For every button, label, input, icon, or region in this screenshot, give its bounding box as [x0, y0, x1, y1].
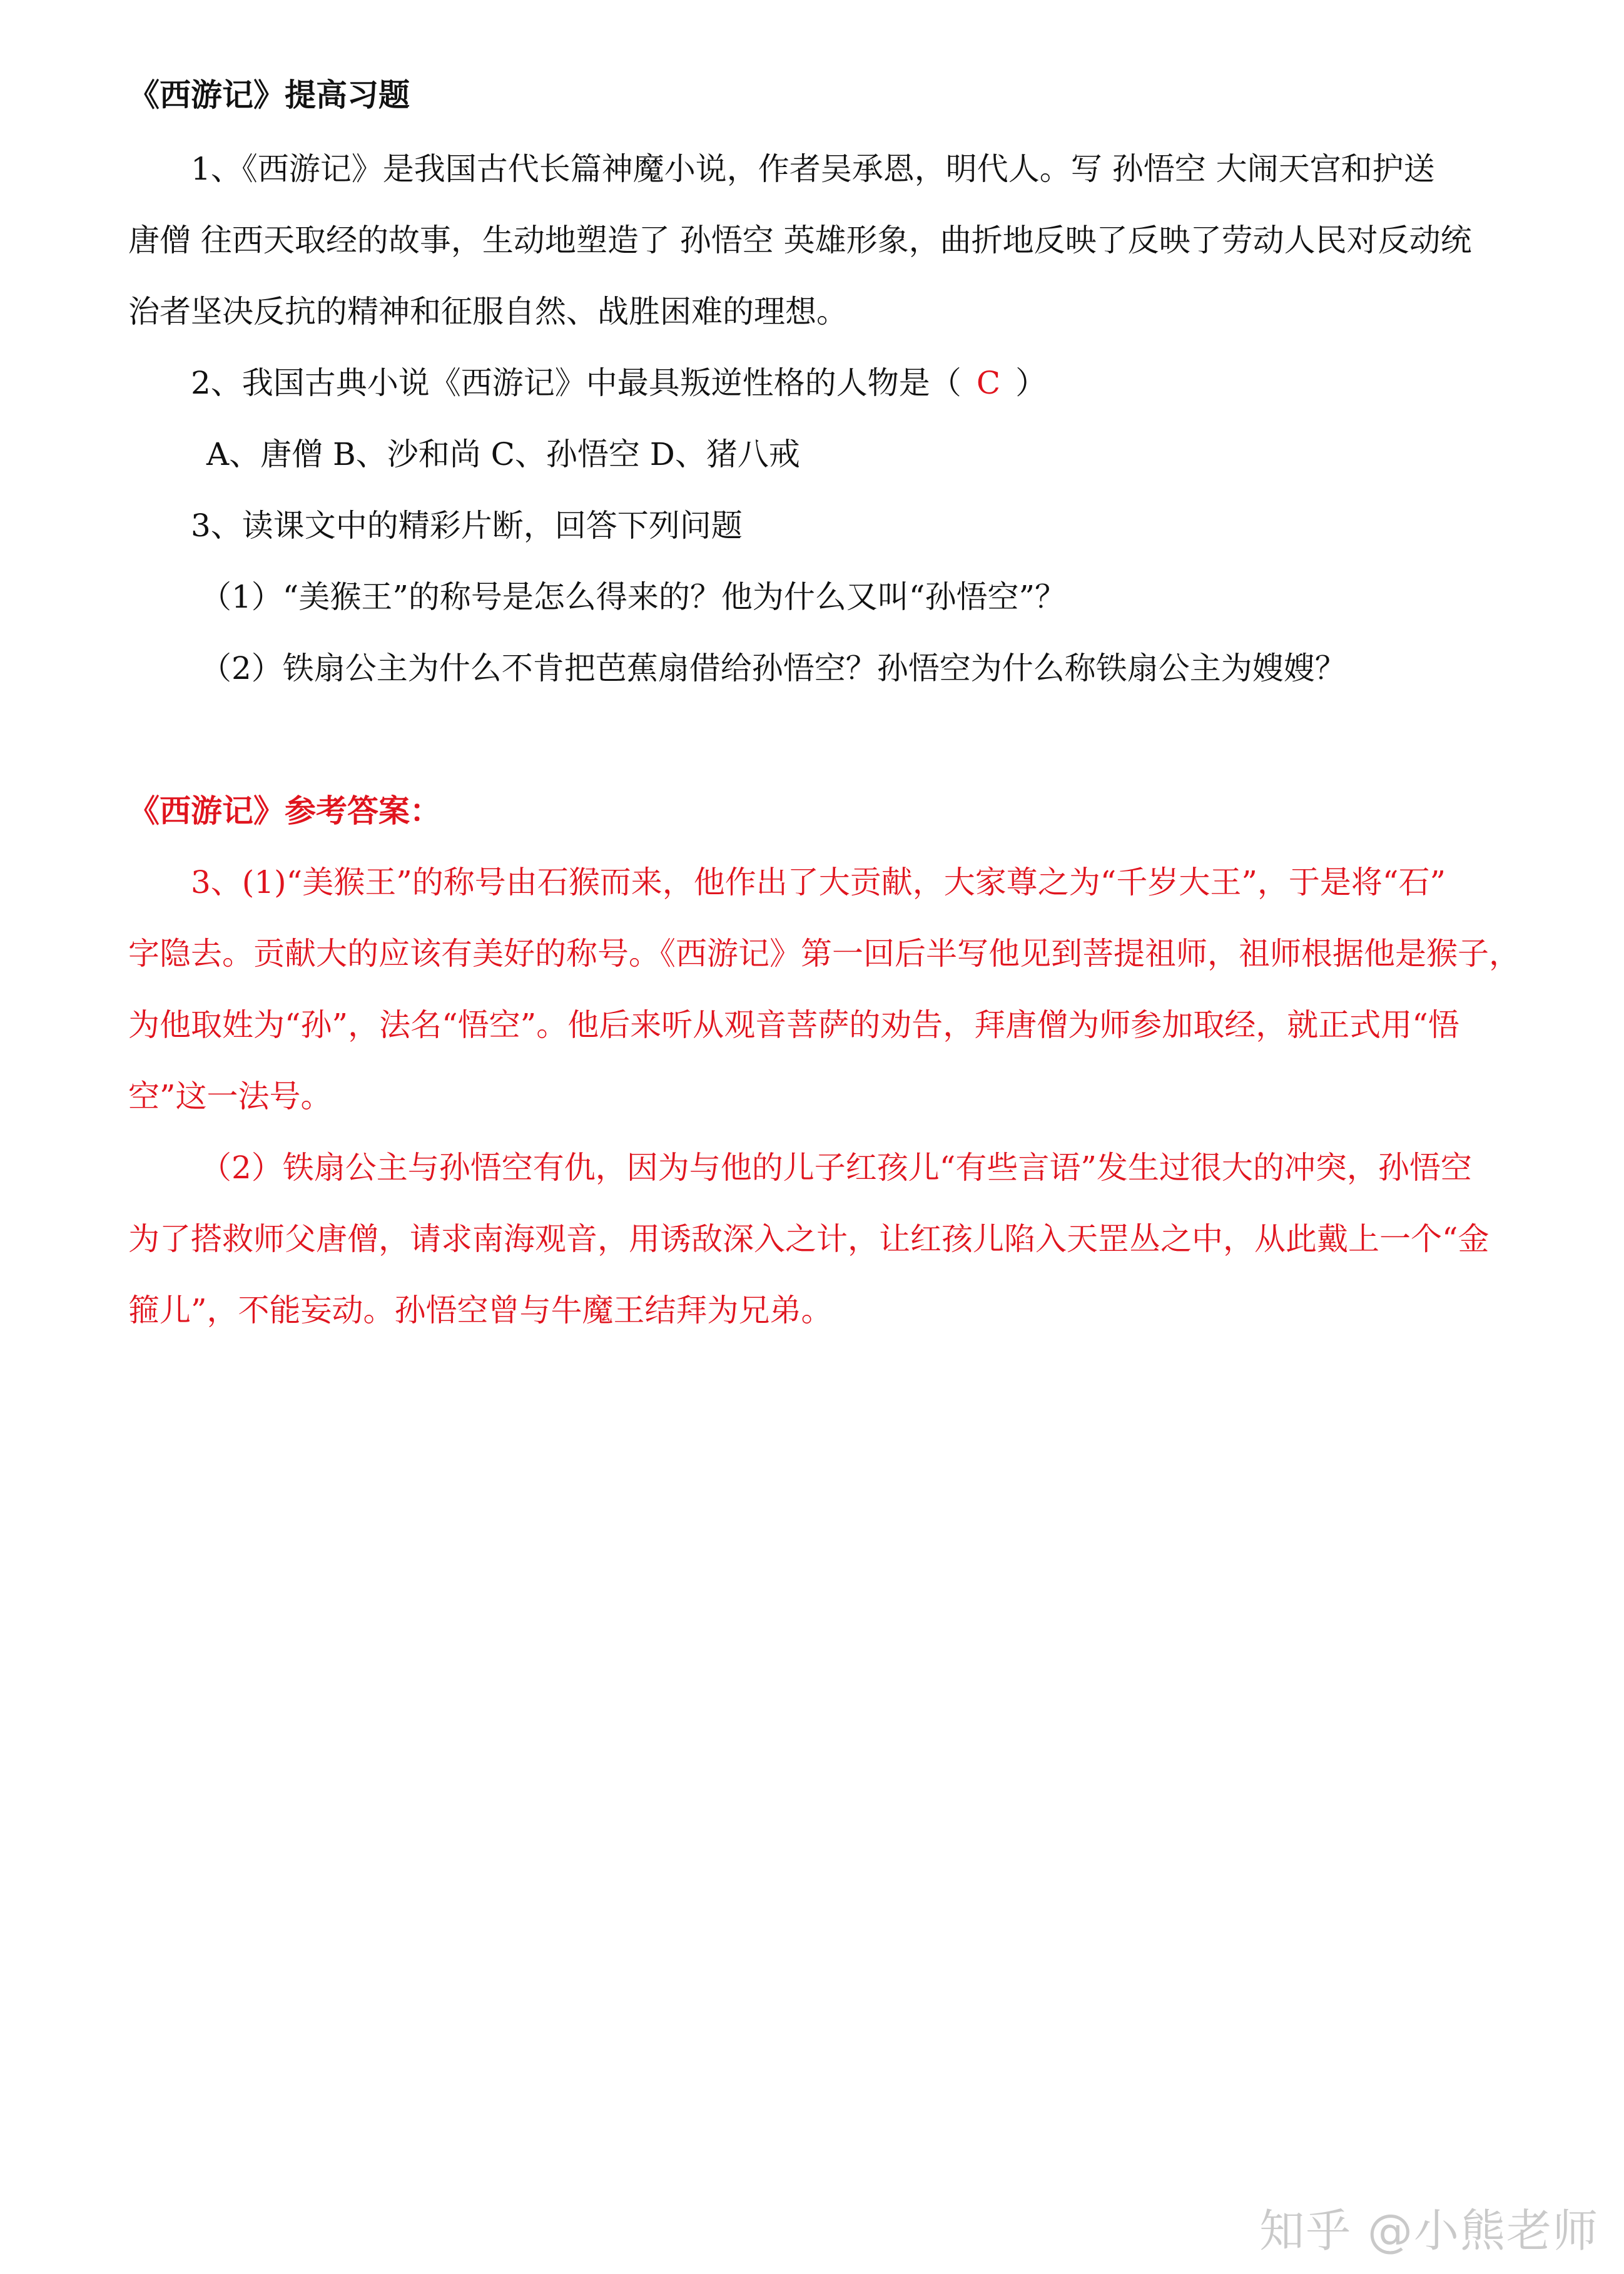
watermark: 知乎 @小熊老师 [1259, 2205, 1599, 2257]
q3-sub-question-2: （2）铁扇公主为什么不肯把芭蕉扇借给孙悟空？孙悟空为什么称铁扇公主为嫂嫂？ [200, 650, 1346, 686]
answers-heading: 《西游记》参考答案： [128, 792, 441, 829]
answer-1-line-2: 字隐去。贡献大的应该有美好的称号。《西游记》第一回后半写他见到菩提祖师，祖师根据他是猴子， [128, 936, 1520, 972]
q3-stem: 3、读课文中的精彩片断，回答下列问题 [191, 507, 743, 544]
q1-line-2: 唐僧 往西天取经的故事，生动地塑造了 孙悟空 英雄形象，曲折地反映了反映了劳动人民对反动统 [128, 222, 1472, 258]
q2-stem-suffix: ） [1015, 365, 1047, 401]
q1-line-1: 1、《西游记》是我国古代长篇神魔小说，作者吴承恩，明代人。写 孙悟空 大闹天宫和护送 [191, 151, 1435, 187]
q2-stem-prefix: 2、我国古典小说《西游记》中最具叛逆性格的人物是（ [191, 365, 962, 401]
answer-1-line-4: 空”这一法号。 [128, 1078, 332, 1114]
answer-2-line-3: 箍儿”，不能妄动。孙悟空曾与牛魔王结拜为兄弟。 [128, 1292, 833, 1328]
answer-1-line-3: 为他取姓为“孙”，法名“悟空”。他后来听从观音菩萨的劝告，拜唐僧为师参加取经，就正式用“悟 [128, 1007, 1459, 1043]
answer-2-line-1: （2）铁扇公主与孙悟空有仇，因为与他的儿子红孩儿“有些言语”发生过很大的冲突，孙悟空 [200, 1150, 1472, 1186]
q2-options: A、唐僧 B、沙和尚 C、孙悟空 D、猪八戒 [206, 436, 800, 472]
answer-2-line-2: 为了搭救师父唐僧，请求南海观音，用诱敌深入之计，让红孩儿陷入天罡丛之中，从此戴上一个“金 [128, 1221, 1490, 1257]
q2-stem [191, 364, 1047, 402]
answer-1-line-1: 3、(1)“美猴王”的称号由石猴而来，他作出了大贡献，大家尊之为“千岁大王”，于是将“石” [191, 864, 1446, 900]
page-title: 《西游记》提高习题 [128, 76, 410, 113]
q1-line-3: 治者坚决反抗的精神和征服自然、战胜困难的理想。 [128, 293, 848, 330]
q2-answer: C [976, 365, 1001, 401]
q3-sub-question-1: （1）“美猴王”的称号是怎么得来的？他为什么又叫“孙悟空”？ [200, 579, 1067, 615]
